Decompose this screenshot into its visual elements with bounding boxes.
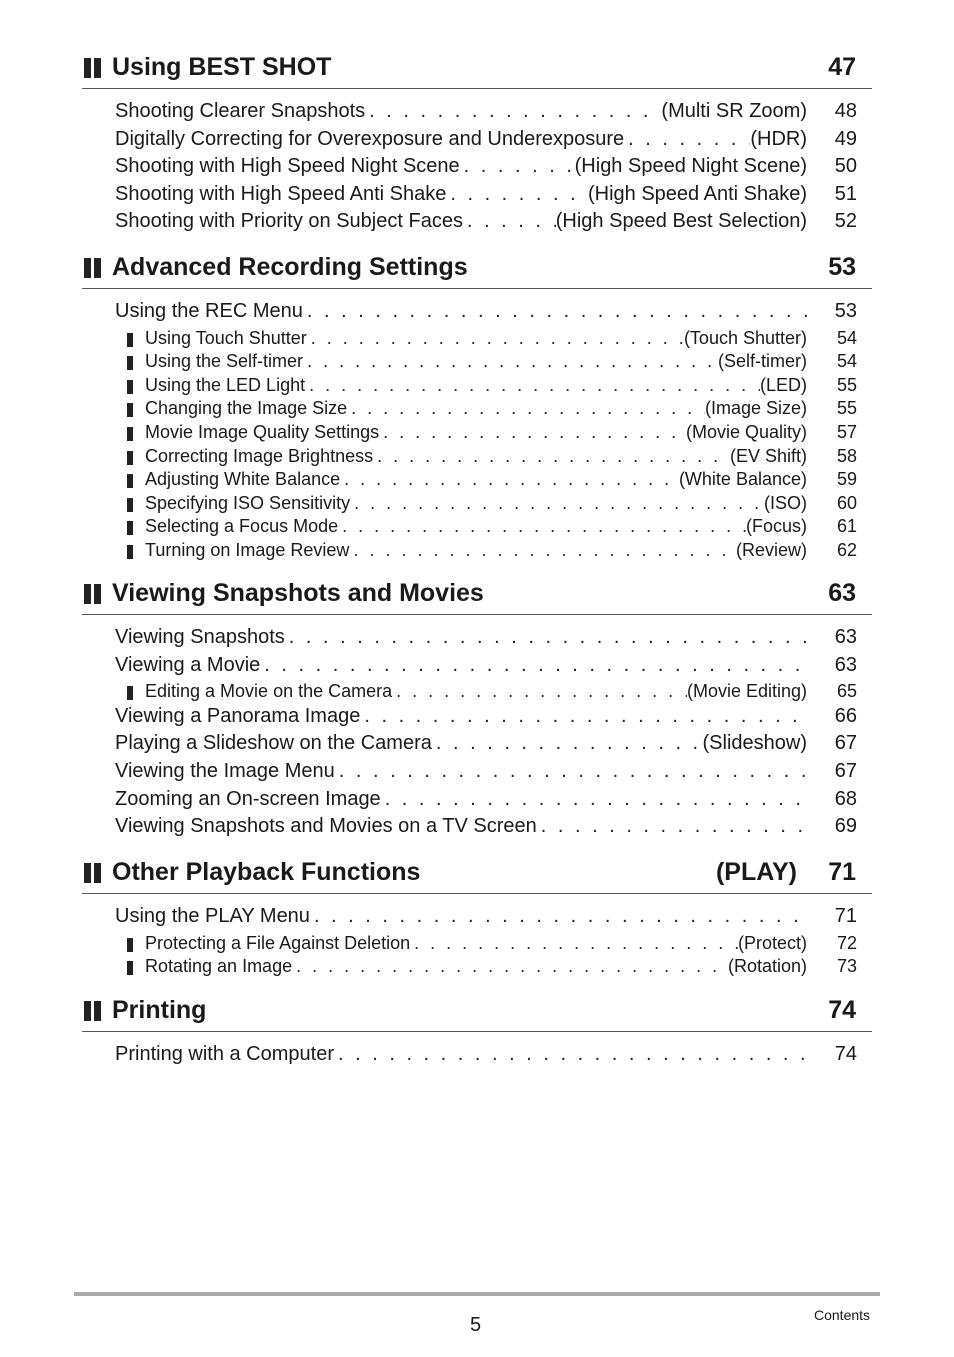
bullet-icon [127,938,133,952]
section-title: Other Playback Functions [112,858,421,886]
dot-leader [335,760,807,783]
entry-label: Adjusting White Balance [145,469,341,490]
entry-label: Shooting with High Speed Anti Shake [115,182,447,205]
section-marker-icon [84,863,104,883]
entry-keyword: (Multi SR Zoom) [661,100,807,122]
dot-leader [338,516,746,537]
entry-page-number: 53 [834,300,857,322]
toc-entry[interactable] [115,732,857,760]
entry-page-number: 67 [834,759,857,782]
entry-keyword: (Movie Editing) [686,681,807,702]
entry-page-number: 73 [836,956,857,977]
footer-section-label: Contents [814,1307,871,1323]
toc-subentry[interactable] [115,446,857,470]
toc-subentry[interactable] [115,540,857,564]
entry-label: Turning on Image Review [145,539,350,560]
entry-keyword: (Slideshow) [702,732,807,755]
section-keyword: (PLAY) [715,858,797,886]
dot-leader [379,422,686,443]
entry-page-number: 60 [836,492,857,513]
section-marker-icon [84,584,104,604]
toc-entry[interactable] [115,626,857,654]
dot-leader [349,540,736,561]
dot-leader [260,654,807,677]
bullet-icon [127,403,133,417]
section-marker-icon [84,1001,104,1021]
dot-leader [303,351,718,372]
dot-leader [303,300,807,323]
entry-label: Movie Image Quality Settings [145,421,380,442]
bullet-icon [127,380,133,394]
toc-subentry[interactable] [115,516,857,540]
entry-keyword: (Touch Shutter) [683,327,807,348]
entry-page-number: 55 [836,398,857,419]
entry-label: Editing a Movie on the Camera [145,681,393,702]
entry-page-number: 71 [834,905,857,927]
entry-page-number: 52 [834,210,857,233]
entry-page-number: 54 [836,327,857,348]
entry-label: Viewing the Image Menu [115,759,335,782]
section-heading[interactable] [82,52,872,89]
toc-entry[interactable] [115,210,857,238]
dot-leader [432,732,703,755]
entry-page-number: 54 [836,351,857,372]
toc-subentry[interactable] [115,351,857,375]
entry-label: Playing a Slideshow on the Camera [115,732,432,755]
entry-label: Selecting a Focus Mode [145,516,339,537]
entry-page-number: 50 [834,155,857,178]
toc-section [82,578,872,843]
dot-leader [463,210,556,233]
entry-page-number: 49 [834,127,857,150]
entry-label: Using the PLAY Menu [115,905,310,927]
section-title: Viewing Snapshots and Movies [112,579,484,607]
page-number: 5 [470,1314,482,1336]
bullet-icon [127,333,133,347]
dot-leader [410,933,738,954]
entry-page-number: 57 [836,421,857,442]
toc-entry[interactable] [115,183,857,211]
section-heading[interactable] [82,578,872,615]
toc-subentry[interactable] [115,469,857,493]
section-page-number: 74 [828,996,856,1024]
entry-keyword: (Review) [735,539,807,560]
entry-page-number: 63 [834,626,857,648]
entry-label: Zooming an On-screen Image [115,787,381,810]
bullet-icon [127,427,133,441]
toc-subentry[interactable] [115,493,857,517]
entry-page-number: 58 [836,445,857,466]
toc-subentry[interactable] [115,398,857,422]
entry-label: Protecting a File Against Deletion [145,932,411,953]
footer-rule [74,1292,880,1296]
entry-page-number: 61 [836,516,857,537]
entry-page-number: 51 [834,182,857,205]
entry-page-number: 68 [834,787,857,810]
section-marker-icon [84,258,104,278]
entry-label: Using the LED Light [145,374,306,395]
toc-entry[interactable] [115,100,857,128]
entry-label: Digitally Correcting for Overexposure and Underexposure [115,127,625,150]
dot-leader [624,128,750,151]
entry-page-number: 66 [834,704,857,727]
toc-subentry[interactable] [115,681,857,705]
entry-keyword: (HDR) [750,127,807,150]
entry-label: Correcting Image Brightness [145,445,374,466]
entry-label: Using the REC Menu [115,300,303,322]
section-title: Printing [112,996,207,1024]
entry-label: Printing with a Computer [115,1043,334,1065]
bullet-icon [127,356,133,370]
entry-keyword: (EV Shift) [729,445,807,466]
entry-page-number: 74 [834,1043,857,1065]
toc-entry[interactable] [115,654,857,682]
dot-leader [446,183,588,206]
section-entries [82,89,872,238]
entry-label: Viewing Snapshots and Movies on a TV Screen [115,815,537,838]
dot-leader [340,469,679,490]
toc-section [82,857,872,980]
entry-page-number: 72 [836,932,857,953]
toc-entry[interactable] [115,905,857,933]
bullet-icon [127,961,133,975]
section-title: Using BEST SHOT [112,53,332,81]
entry-label: Using Touch Shutter [145,327,307,348]
entry-page-number: 48 [834,100,857,122]
entry-label: Specifying ISO Sensitivity [145,492,351,513]
dot-leader [307,328,684,349]
dot-leader [334,1043,807,1066]
toc-section [82,995,872,1071]
entry-label: Viewing a Movie [115,653,261,676]
entry-label: Changing the Image Size [145,398,348,419]
entry-label: Shooting Clearer Snapshots [115,100,366,122]
entry-page-number: 65 [836,681,857,702]
toc-subentry[interactable] [115,422,857,446]
bullet-icon [127,451,133,465]
dot-leader [365,100,661,123]
entry-keyword: (Movie Quality) [685,421,807,442]
entry-keyword: (Image Size) [704,398,807,419]
section-heading[interactable] [82,995,872,1032]
entry-label: Viewing Snapshots [115,626,285,648]
dot-leader [310,905,807,928]
section-title: Advanced Recording Settings [112,253,468,281]
bullet-icon [127,686,133,700]
entry-label: Rotating an Image [145,956,293,977]
entry-label: Viewing a Panorama Image [115,704,361,727]
entry-keyword: (LED) [759,374,807,395]
entry-page-number: 55 [836,374,857,395]
entry-page-number: 59 [836,469,857,490]
toc-section [82,252,872,564]
entry-label: Using the Self-timer [145,351,304,372]
entry-keyword: (Self-timer) [718,351,807,372]
section-entries [82,615,872,843]
section-entries [82,894,872,980]
dot-leader [392,681,687,702]
toc-subentry[interactable] [115,328,857,352]
bullet-icon [127,545,133,559]
toc-entry[interactable] [115,1043,857,1071]
toc-section [82,52,872,238]
section-page-number: 71 [828,858,856,886]
dot-leader [347,398,705,419]
dot-leader [292,956,728,977]
dot-leader [350,493,764,514]
entry-keyword: (High Speed Anti Shake) [587,182,807,205]
toc-entry[interactable] [115,128,857,156]
dot-leader [285,626,807,649]
bullet-icon [127,474,133,488]
entry-keyword: (White Balance) [678,469,807,490]
entry-keyword: (Protect) [737,932,807,953]
entry-keyword: (High Speed Best Selection) [555,210,807,233]
toc-entry[interactable] [115,300,857,328]
entry-keyword: (Focus) [745,516,807,537]
entry-keyword: (High Speed Night Scene) [574,155,807,178]
entry-keyword: (Rotation) [727,956,807,977]
bullet-icon [127,498,133,512]
toc-entry[interactable] [115,760,857,788]
dot-leader [360,705,807,728]
toc-subentry[interactable] [115,375,857,399]
entry-page-number: 63 [834,653,857,676]
entry-page-number: 67 [834,732,857,755]
dot-leader [381,788,807,811]
dot-leader [373,446,730,467]
toc-entry[interactable] [115,155,857,183]
dot-leader [460,155,575,178]
section-page-number: 53 [828,253,856,281]
entry-label: Shooting with Priority on Subject Faces [115,210,463,233]
dot-leader [305,375,760,396]
dot-leader [537,815,807,838]
section-marker-icon [84,58,104,78]
section-heading[interactable] [82,857,872,894]
entry-keyword: (ISO) [764,492,807,513]
entry-label: Shooting with High Speed Night Scene [115,155,460,178]
section-page-number: 63 [828,579,856,607]
toc-entry[interactable] [115,815,857,843]
entry-page-number: 62 [836,539,857,560]
toc-entry[interactable] [115,705,857,733]
section-entries [82,1032,872,1071]
section-entries [82,289,872,564]
section-page-number: 47 [828,53,856,81]
toc-subentry[interactable] [115,933,857,957]
section-heading[interactable] [82,252,872,289]
bullet-icon [127,521,133,535]
entry-page-number: 69 [834,815,857,838]
toc-entry[interactable] [115,788,857,816]
toc-subentry[interactable] [115,956,857,980]
